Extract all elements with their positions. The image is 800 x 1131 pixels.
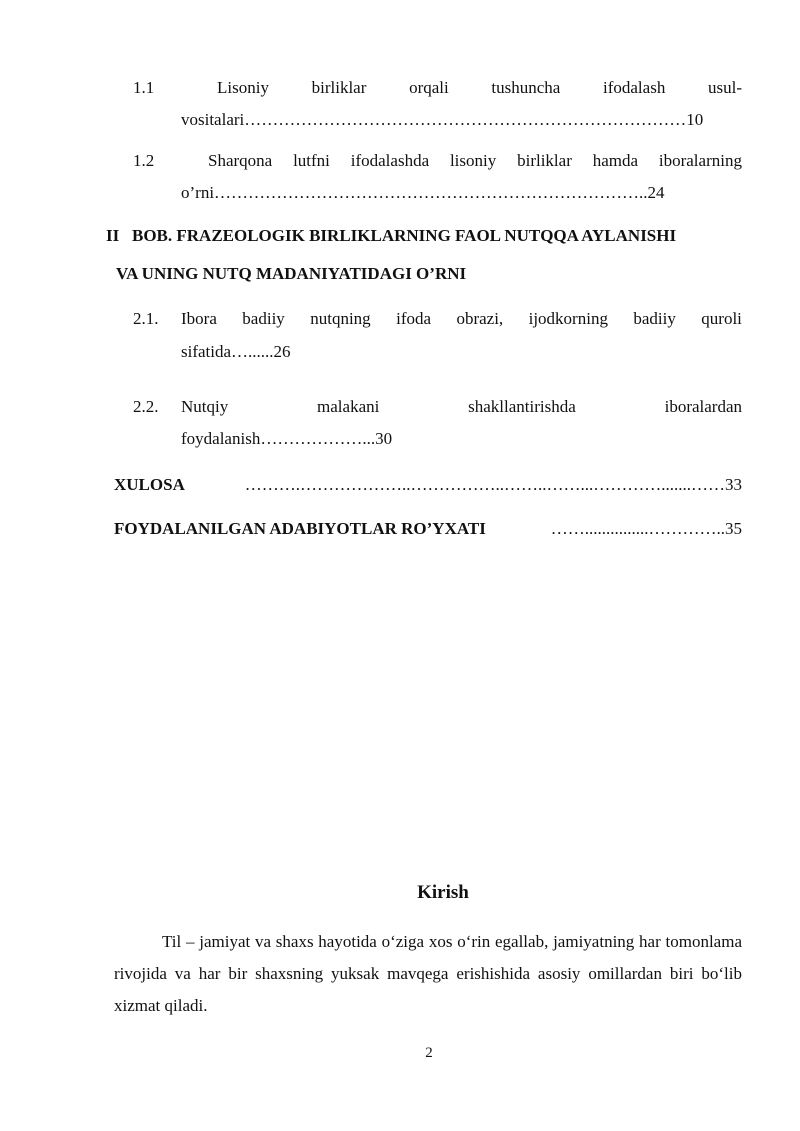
toc-word: Nutqiy [181,397,229,416]
toc-word: shakllantirishda [468,397,576,416]
toc-word: Lisoniy [217,78,269,97]
toc-word: ijodkorning [528,309,608,328]
toc-word: tushuncha [491,78,561,97]
intro-title: Kirish [417,882,469,903]
toc-word: ifodalashda [350,151,430,170]
toc-word: Ibora [181,309,217,328]
page-number: 2 [425,1045,433,1061]
intro-paragraph: Til – jamiyat va shaxs hayotida o‘ziga xos o‘rin egallab, jamiyatning har tomonlama rivojida va har bir shaxsning yuksak mavqega erishishida asosiy omillardan biri bo‘lib xizmat qiladi. [114,932,742,1015]
toc-references[interactable] [114,517,742,541]
toc-word: iboralardan [664,397,742,416]
toc-item-2-1-line1[interactable] [181,307,742,331]
toc-word: iboralarning [658,151,742,170]
toc-chapter-2-heading-cont[interactable]: VA UNING NUTQ MADANIYATIDAGI O’RNI [116,264,467,283]
toc-word: birliklar [517,151,572,170]
toc-item-2-2-line1[interactable] [181,395,742,419]
toc-word: birliklar [311,78,367,97]
toc-word: ifodalash [603,78,666,97]
toc-item-number: 1.2 [133,151,155,170]
toc-word: obrazi, [456,309,504,328]
toc-conclusion-label: XULOSA [114,475,185,494]
toc-chapter-2-heading[interactable]: II BOB. FRAZEOLOGIK BIRLIKLARNING FAOL NUTQQA AYLANISHI [106,226,677,245]
toc-references-label: FOYDALANILGAN ADABIYOTLAR RO’YXATI [114,519,486,538]
toc-word: quroli [701,309,742,328]
toc-item-2-2-line2[interactable]: foydalanish………………...30 [181,429,393,448]
toc-word: badiiy [242,309,285,328]
toc-word: ifoda [396,309,432,328]
toc-word: nutqning [310,309,371,328]
toc-conclusion[interactable] [114,473,742,497]
toc-word: badiiy [633,309,676,328]
toc-item-1-2-line2[interactable]: o’rni…………………………………………………………………..24 [181,183,665,202]
toc-word: Sharqona [208,151,273,170]
toc-word: orqali [409,78,449,97]
toc-item-number: 2.2. [133,397,159,416]
toc-word: lisoniy [449,151,497,170]
toc-item-number: 1.1 [133,78,155,97]
toc-item-1-1-line2[interactable]: vositalari……………………………………………………………………10 [181,110,704,129]
toc-conclusion-leader: ……….………………..……………..……..……...………….......……33 [244,475,742,494]
toc-item-1-1-line1[interactable] [217,76,742,100]
toc-word: malakani [317,397,380,416]
toc-word: lutfni [293,151,330,170]
toc-item-number: 2.1. [133,309,159,328]
toc-item-2-1-line2[interactable]: sifatida…......26 [181,342,291,361]
toc-item-1-2-line1[interactable] [208,149,742,173]
toc-word: hamda [592,151,639,170]
toc-references-leader: ……...............…………..35 [550,519,742,538]
toc-word: usul- [708,78,742,97]
